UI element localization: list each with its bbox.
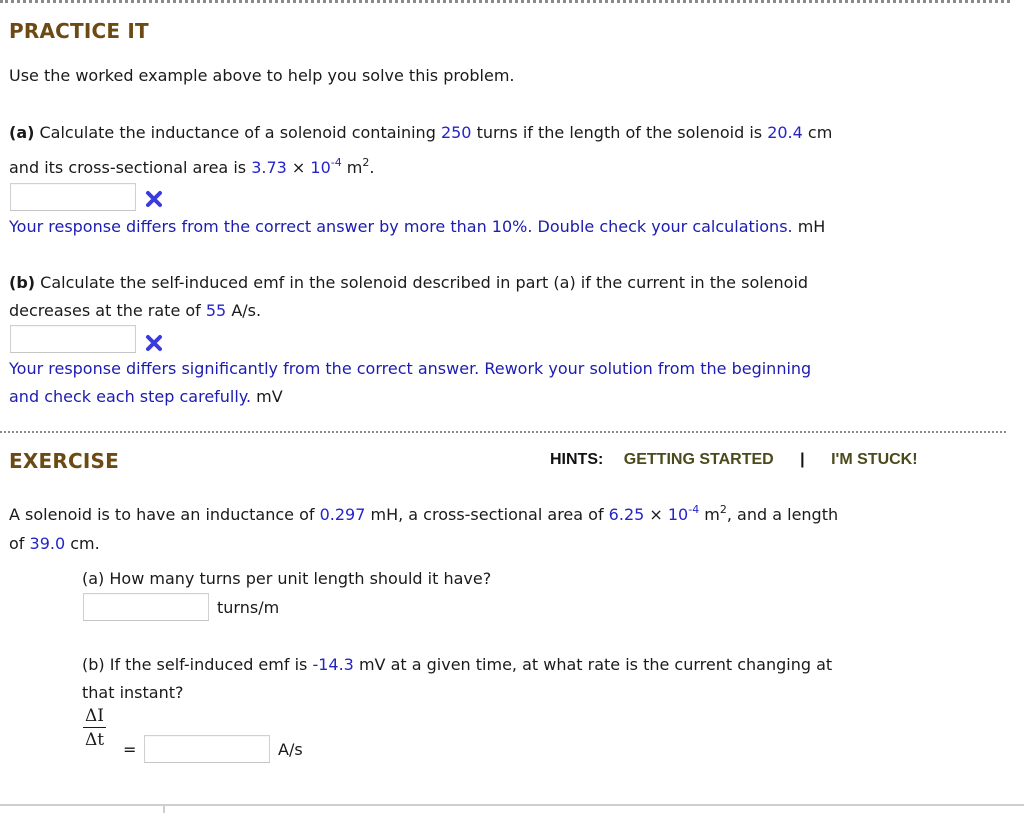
given-length: 39.0 xyxy=(29,534,66,553)
im-stuck-link[interactable]: I'M STUCK! xyxy=(831,451,918,468)
bottom-divider xyxy=(0,804,1024,806)
fraction-numerator: ΔI xyxy=(83,705,106,728)
part-b-feedback: Your response differs significantly from the correct answer. Rework your solution from the beginning xyxy=(9,359,812,378)
practice-part-b-question-line1: (b) Calculate the self-induced emf in the solenoid described in part (a) if the current in the solenoid xyxy=(9,273,809,292)
given-emf: -14.3 xyxy=(312,655,354,674)
exercise-heading: EXERCISE xyxy=(9,449,119,473)
part-a-label: (a) xyxy=(9,123,35,142)
given-rate: 55 xyxy=(205,301,227,320)
x-mark-icon xyxy=(145,190,163,208)
section-divider xyxy=(0,431,1006,433)
exercise-part-b-question-line2: that instant? xyxy=(82,683,184,702)
practice-part-a-answer-input[interactable] xyxy=(10,183,136,211)
practice-part-a-question-line1: (a) Calculate the inductance of a solenoid containing 250 turns if the length of the solenoid is 20.4 cm xyxy=(9,123,833,142)
hints-label: HINTS: xyxy=(550,451,604,468)
exercise-part-a-unit: turns/m xyxy=(217,598,280,617)
given-area: 6.25 xyxy=(608,505,645,524)
part-b-label: (b) xyxy=(9,273,36,292)
hints-separator: | xyxy=(800,451,805,468)
exercise-problem-line1: A solenoid is to have an inductance of 0.297 mH, a cross-sectional area of $6.25 \times 10^{-4}$ $m^2$, and a length xyxy=(9,503,839,524)
top-divider xyxy=(0,0,1010,3)
part-b-unit: mV xyxy=(251,387,283,406)
given-turns: 250 xyxy=(440,123,472,142)
exercise-part-a-answer-input[interactable] xyxy=(83,593,209,621)
fraction-denominator: Δt xyxy=(85,730,105,750)
x-mark-icon xyxy=(145,334,163,352)
practice-part-b-feedback-line1 xyxy=(9,359,811,379)
delta-i-over-delta-t-fraction xyxy=(83,705,106,752)
hints-bar xyxy=(550,451,918,469)
practice-part-a-feedback-line xyxy=(9,217,825,237)
part-a-feedback: Your response differs from the correct answer by more than 10%. Double check your calculations. xyxy=(9,217,793,236)
exercise-part-a-question: (a) How many turns per unit length should it have? xyxy=(82,569,492,588)
exercise-part-b-question-line1: (b) If the self-induced emf is -14.3 mV at a given time, at what rate is the current changing at xyxy=(82,655,833,674)
equals-sign: = xyxy=(123,740,137,759)
given-length: 20.4 xyxy=(767,123,803,142)
practice-intro: Use the worked example above to help you solve this problem. xyxy=(9,66,515,85)
given-inductance: 0.297 xyxy=(319,505,366,524)
part-a-unit: mH xyxy=(792,217,826,236)
getting-started-link[interactable]: GETTING STARTED xyxy=(623,451,774,468)
given-area: 3.73 xyxy=(251,158,287,177)
practice-part-b-answer-input[interactable] xyxy=(10,325,136,353)
practice-part-b-feedback-line2: and check each step carefully. mV xyxy=(9,387,283,406)
exercise-problem-line2: of 39.0 cm. xyxy=(9,534,100,553)
practice-it-heading: PRACTICE IT xyxy=(9,19,149,43)
practice-part-a-question-line2: and its cross-sectional area is $3.73 \times 10^{-4}$ $m^2$. xyxy=(9,156,375,177)
exercise-part-b-answer-input[interactable] xyxy=(144,735,270,763)
exercise-part-b-unit: A/s xyxy=(278,740,303,759)
practice-part-b-question-line2: decreases at the rate of 55 A/s. xyxy=(9,301,262,320)
